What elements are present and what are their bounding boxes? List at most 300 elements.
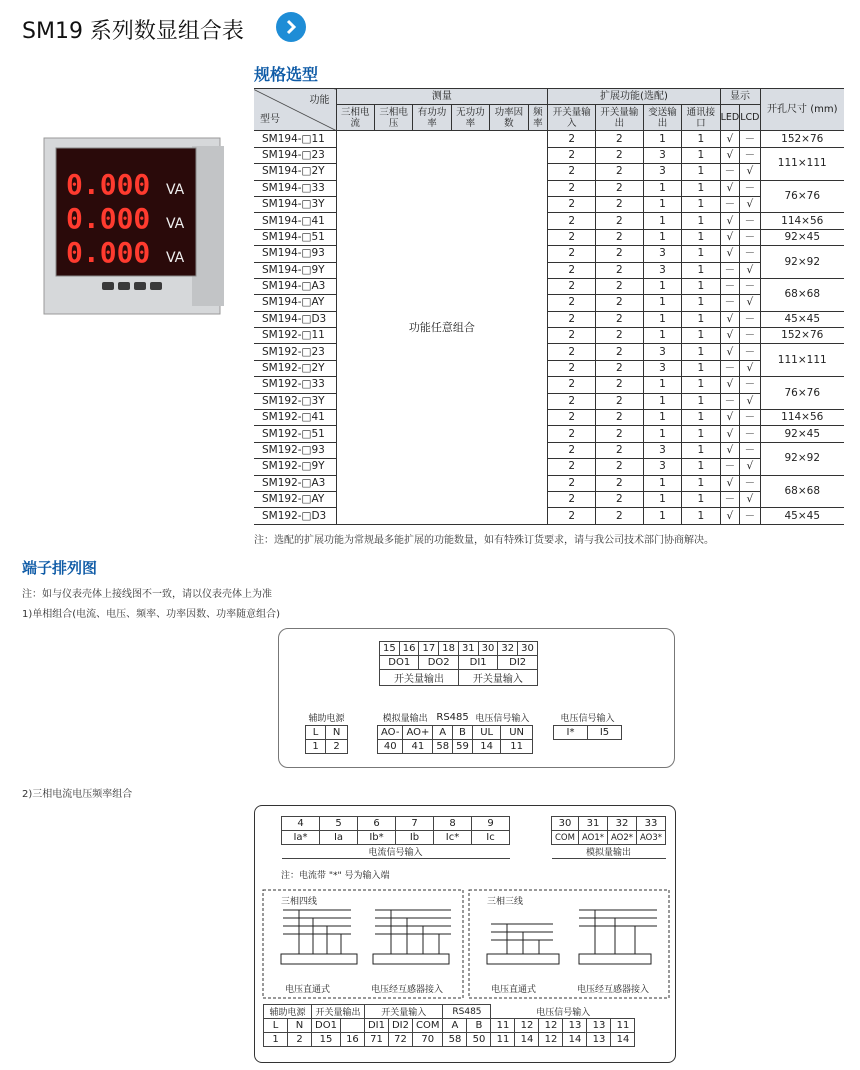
model-cell: SM194-□33 [254,180,336,196]
value-cell: √ [720,426,740,442]
cutout-cell: 68×68 [760,475,844,508]
model-cell: SM194-□93 [254,246,336,262]
value-cell: 1 [682,180,720,196]
terminal-num: 33 [637,817,666,831]
terminal-num: 11 [491,1033,515,1047]
value-cell: － [740,246,760,262]
value-cell: － [740,377,760,393]
value-cell: 3 [643,164,681,180]
cutout-cell: 68×68 [760,278,844,311]
terminal-num: 30 [518,642,538,656]
terminal-num: 41 [403,739,433,753]
model-cell: SM194-□2Y [254,164,336,180]
terminal-name: DO1 [312,1019,341,1033]
value-cell: 3 [643,262,681,278]
value-cell: √ [740,295,760,311]
value-cell: 1 [643,213,681,229]
value-cell: 1 [682,344,720,360]
value-cell: √ [740,196,760,212]
terminal-name: A [433,725,453,739]
model-cell: SM194-□51 [254,229,336,245]
value-cell: 2 [596,196,644,212]
value-cell: 2 [596,328,644,344]
value-cell: 2 [596,311,644,327]
value-cell: 2 [596,262,644,278]
next-arrow-button[interactable] [276,12,306,42]
value-cell: － [740,131,760,147]
terminal-name: AO3* [637,831,666,845]
pt-connect-label-3w: 电压经互感器接入 [577,985,650,995]
terminal-name: 11 [491,1019,515,1033]
cutout-cell: 92×92 [760,246,844,279]
terminal-num: 31 [578,817,607,831]
value-cell: 1 [643,131,681,147]
value-cell: 2 [548,229,596,245]
value-cell: √ [720,311,740,327]
chevron-right-icon [283,19,299,35]
value-cell: √ [740,393,760,409]
terminal-num: 15 [380,642,400,656]
value-cell: √ [720,213,740,229]
cutout-cell: 152×76 [760,131,844,147]
value-cell: 2 [596,393,644,409]
model-cell: SM192-□A3 [254,475,336,491]
value-cell: 2 [548,360,596,376]
value-cell: 1 [643,508,681,524]
terminal-name: 13 [563,1019,587,1033]
value-cell: － [720,262,740,278]
value-cell: 1 [643,278,681,294]
terminal-name [340,1019,364,1033]
value-cell: － [720,295,740,311]
header-ext: 扩展功能(选配) [548,89,720,105]
spec-table [254,88,844,525]
value-cell: － [740,410,760,426]
value-cell: 2 [596,278,644,294]
model-cell: SM192-□51 [254,426,336,442]
model-cell: SM194-□9Y [254,262,336,278]
terminal-num: 30 [478,642,498,656]
value-cell: √ [740,491,760,507]
value-cell: 2 [596,475,644,491]
value-cell: √ [720,180,740,196]
value-cell: 2 [596,442,644,458]
terminal-num: 9 [472,817,510,831]
value-cell: 1 [682,377,720,393]
model-cell: SM192-□9Y [254,459,336,475]
value-cell: 2 [548,328,596,344]
model-cell: SM192-□33 [254,377,336,393]
terminal-name: B [453,725,473,739]
value-cell: － [740,229,760,245]
cutout-cell: 111×111 [760,147,844,180]
value-cell: 1 [643,311,681,327]
model-cell: SM194-□AY [254,295,336,311]
terminal-num: 32 [498,642,518,656]
header-measure: 测量 [336,89,548,105]
star-note: 注：电流带 "*" 号为输入端 [281,871,390,881]
value-cell: 1 [643,295,681,311]
cutout-cell: 92×45 [760,229,844,245]
subheader-1: 三相电压 [374,105,412,131]
terminal-num: 7 [396,817,434,831]
value-cell: － [740,213,760,229]
terminal-name: A [443,1019,467,1033]
terminal-name: COM [552,831,579,845]
value-cell: － [720,459,740,475]
value-cell: 2 [548,344,596,360]
value-cell: 1 [682,426,720,442]
value-cell: 1 [643,393,681,409]
value-cell: 2 [548,262,596,278]
subheader-0: 三相电流 [336,105,374,131]
header-cutout: 开孔尺寸 (mm) [760,89,844,131]
terminal-name: N [288,1019,312,1033]
value-cell: 1 [682,229,720,245]
table-row [254,131,844,147]
value-cell: 1 [682,475,720,491]
value-cell: 2 [548,164,596,180]
value-cell: － [740,147,760,163]
value-cell: 2 [548,475,596,491]
value-cell: 1 [682,360,720,376]
value-cell: 2 [548,311,596,327]
value-cell: － [740,508,760,524]
terminal-num: 14 [563,1033,587,1047]
value-cell: 1 [682,246,720,262]
model-cell: SM192-□93 [254,442,336,458]
dio-terminal-table [379,641,538,686]
terminal-name: DI1 [458,656,497,670]
value-cell: 2 [596,508,644,524]
value-cell: － [720,164,740,180]
value-cell: 3 [643,442,681,458]
subheader-9: 通讯接口 [682,105,720,131]
value-cell: 2 [548,295,596,311]
terminal-group: 开关量输入 [458,670,537,686]
value-cell: 2 [548,393,596,409]
single-phase-terminal-diagram [278,628,675,768]
value-cell: 2 [548,459,596,475]
subheader-4: 功率因数 [490,105,528,131]
terminal-num: 8 [434,817,472,831]
header-model: 型号 [260,113,280,125]
spec-note: 注：选配的扩展功能为常规最多能扩展的功能数量，如有特殊订货要求，请与我公司技术部门协商解决。 [254,535,714,546]
ao-rs485-terminal: 模拟量输出 RS485 电压信号输入 AO- AO+ A B UL UN 40 41 58 59 14 11 [377,711,533,754]
value-cell: 1 [682,196,720,212]
terminal-name: AO- [378,725,403,739]
terminal-name: 13 [587,1019,611,1033]
cutout-cell: 45×45 [760,311,844,327]
terminal-num: 30 [552,817,579,831]
value-cell: 2 [596,360,644,376]
value-cell: 1 [643,475,681,491]
terminal-name: AO+ [403,725,433,739]
value-cell: √ [740,360,760,376]
subheader-7: 开关量输出 [596,105,644,131]
value-cell: 1 [682,459,720,475]
cutout-cell: 111×111 [760,344,844,377]
terminal-num: 17 [419,642,439,656]
direct-connect-label-4w: 电压直通式 [285,985,331,995]
value-cell: 2 [548,246,596,262]
value-cell: √ [720,229,740,245]
subheader-10: LED [720,105,740,131]
value-cell: √ [720,147,740,163]
terminal-num: 6 [358,817,396,831]
value-cell: － [720,393,740,409]
terminal-name: Ib* [358,831,396,845]
value-cell: 1 [643,491,681,507]
value-cell: 2 [596,426,644,442]
value-cell: 2 [596,213,644,229]
pt-connect-label-4w: 电压经互感器接入 [371,985,444,995]
three-phase-four-wire-label: 三相四线 [281,897,318,907]
model-cell: SM192-□D3 [254,508,336,524]
terminal-name: COM [412,1019,442,1033]
terminal-num: 31 [458,642,478,656]
value-cell: － [740,475,760,491]
terminal-num: 1 [264,1033,288,1047]
value-cell: 1 [682,278,720,294]
value-cell: 2 [596,180,644,196]
value-cell: 2 [596,246,644,262]
terminal-num: 15 [312,1033,341,1047]
value-cell: 1 [682,393,720,409]
value-cell: － [720,196,740,212]
terminal-name: DI2 [388,1019,412,1033]
value-cell: 1 [682,164,720,180]
value-cell: － [740,278,760,294]
svg-text:VA: VA [166,250,185,266]
terminal-name: UN [501,725,532,739]
terminal-num: 14 [472,739,501,753]
terminal-name: Ia* [282,831,320,845]
value-cell: 1 [682,213,720,229]
model-cell: SM192-□2Y [254,360,336,376]
bottom-terminal-table: 辅助电源 开关量输出 开关量输入 RS485 电压信号输入 L N DO1 DI1 DI2 COM A B 11 12 12 13 13 11 1 2 15 16 71 72 70 58 50 11 14 12 14 13 14 [263,1004,635,1047]
value-cell: 1 [643,229,681,245]
svg-text:VA: VA [166,216,185,232]
value-cell: 2 [548,278,596,294]
measure-note-cell: 功能任意组合 [336,131,548,524]
value-cell: √ [720,475,740,491]
value-cell: 2 [596,164,644,180]
cutout-cell: 114×56 [760,213,844,229]
aux-power-terminal: 辅助电源 L N 1 2 [305,711,348,754]
terminal-name: 11 [611,1019,635,1033]
value-cell: － [720,491,740,507]
svg-text:0.000: 0.000 [66,168,151,201]
value-cell: 2 [596,491,644,507]
value-cell: 3 [643,459,681,475]
value-cell: 1 [682,508,720,524]
meter-photo [42,136,227,316]
model-cell: SM194-□3Y [254,196,336,212]
terminal-name: B [467,1019,491,1033]
value-cell: 2 [596,295,644,311]
analog-output-terminal-table: 30 31 32 33 COM AO1* AO2* AO3* 模拟量输出 [551,816,666,859]
value-cell: 3 [643,360,681,376]
value-cell: 2 [548,147,596,163]
value-cell: － [720,360,740,376]
terminal-name: Ia [320,831,358,845]
terminal-num: 58 [433,739,453,753]
value-cell: √ [720,410,740,426]
terminal-num: 32 [607,817,636,831]
terminal-num: 4 [282,817,320,831]
terminal-num: 18 [439,642,459,656]
cutout-cell: 114×56 [760,410,844,426]
value-cell: 1 [682,311,720,327]
model-cell: SM194-□D3 [254,311,336,327]
value-cell: 1 [682,491,720,507]
value-cell: 2 [548,180,596,196]
terminal-name: 12 [539,1019,563,1033]
value-cell: 2 [596,410,644,426]
value-cell: 1 [682,410,720,426]
terminal-num: 13 [587,1033,611,1047]
value-cell: 2 [548,410,596,426]
value-cell: － [720,278,740,294]
cutout-cell: 92×92 [760,442,844,475]
value-cell: 1 [682,442,720,458]
page-title: SM19 系列数显组合表 [22,19,244,44]
terminal-name: AO1* [578,831,607,845]
value-cell: 2 [596,344,644,360]
model-cell: SM194-□A3 [254,278,336,294]
terminal-num: 5 [320,817,358,831]
terminal-num: 71 [364,1033,388,1047]
terminal-num: 14 [515,1033,539,1047]
value-cell: √ [720,131,740,147]
terminal-note: 注：如与仪表壳体上接线图不一致，请以仪表壳体上为准 [22,589,272,600]
terminal-num: 12 [539,1033,563,1047]
header-display: 显示 [720,89,760,105]
model-cell: SM192-□41 [254,410,336,426]
value-cell: 2 [596,459,644,475]
terminal-name: 12 [515,1019,539,1033]
terminal-name: DO1 [380,656,419,670]
value-cell: 1 [682,131,720,147]
terminal-num: 11 [501,739,532,753]
terminal-num: 59 [453,739,473,753]
value-cell: 1 [643,196,681,212]
case2-label: 2)三相电流电压频率组合 [22,789,133,800]
terminal-name: DI1 [364,1019,388,1033]
case1-label: 1)单相组合(电流、电压、频率、功率因数、功率随意组合) [22,609,281,620]
value-cell: 2 [596,147,644,163]
three-phase-terminal-diagram [254,805,676,1063]
terminal-name: L [264,1019,288,1033]
cutout-cell: 45×45 [760,508,844,524]
value-cell: 3 [643,147,681,163]
value-cell: － [740,328,760,344]
terminal-num: 40 [378,739,403,753]
terminal-num: 16 [340,1033,364,1047]
value-cell: － [740,344,760,360]
value-cell: － [740,442,760,458]
model-cell: SM194-□23 [254,147,336,163]
value-cell: 1 [682,147,720,163]
terminal-heading: 端子排列图 [22,559,98,577]
subheader-3: 无功功率 [451,105,489,131]
value-cell: － [740,311,760,327]
value-cell: 2 [548,377,596,393]
value-cell: 2 [596,229,644,245]
cutout-cell: 76×76 [760,377,844,410]
terminal-num: 50 [467,1033,491,1047]
current-input-terminal: 电压信号输入 I* I5 [553,711,622,740]
terminal-name: Ic [472,831,510,845]
value-cell: 2 [548,196,596,212]
value-cell: √ [740,262,760,278]
value-cell: － [740,426,760,442]
subheader-6: 开关量输入 [548,105,596,131]
value-cell: 1 [682,295,720,311]
value-cell: √ [720,246,740,262]
value-cell: 2 [548,213,596,229]
terminal-num: 58 [443,1033,467,1047]
subheader-11: LCD [740,105,760,131]
subheader-8: 变送输出 [643,105,681,131]
value-cell: 2 [548,442,596,458]
terminal-name: UL [472,725,501,739]
svg-text:VA: VA [166,182,185,198]
three-phase-three-wire-label: 三相三线 [487,897,524,907]
terminal-num: 72 [388,1033,412,1047]
model-cell: SM192-□AY [254,491,336,507]
current-terminal-table: 4 5 6 7 8 9 Ia* Ia Ib* Ib Ic* Ic 电流信号输入 [281,816,510,859]
value-cell: 2 [548,131,596,147]
model-cell: SM192-□23 [254,344,336,360]
header-function: 功能 [309,94,330,106]
value-cell: √ [740,164,760,180]
terminal-num: 70 [412,1033,442,1047]
model-cell: SM194-□41 [254,213,336,229]
value-cell: 1 [682,262,720,278]
value-cell: 2 [548,508,596,524]
value-cell: － [740,180,760,196]
terminal-group: 开关量输出 [380,670,459,686]
value-cell: 1 [643,426,681,442]
svg-text:0.000: 0.000 [66,202,151,235]
direct-connect-label-3w: 电压直通式 [491,985,537,995]
subheader-2: 有功功率 [413,105,451,131]
value-cell: 1 [643,410,681,426]
terminal-num: 14 [611,1033,635,1047]
value-cell: 3 [643,246,681,262]
value-cell: 1 [643,180,681,196]
cutout-cell: 92×45 [760,426,844,442]
model-cell: SM192-□11 [254,328,336,344]
value-cell: 2 [548,491,596,507]
value-cell: √ [740,459,760,475]
value-cell: √ [720,344,740,360]
subheader-5: 频率 [528,105,548,131]
terminal-num: 2 [288,1033,312,1047]
value-cell: √ [720,328,740,344]
value-cell: 2 [596,377,644,393]
value-cell: 2 [596,131,644,147]
terminal-name: DI2 [498,656,537,670]
value-cell: 1 [643,377,681,393]
terminal-num: 16 [399,642,419,656]
value-cell: √ [720,508,740,524]
terminal-name: DO2 [419,656,458,670]
terminal-name: AO2* [607,831,636,845]
cutout-cell: 76×76 [760,180,844,213]
